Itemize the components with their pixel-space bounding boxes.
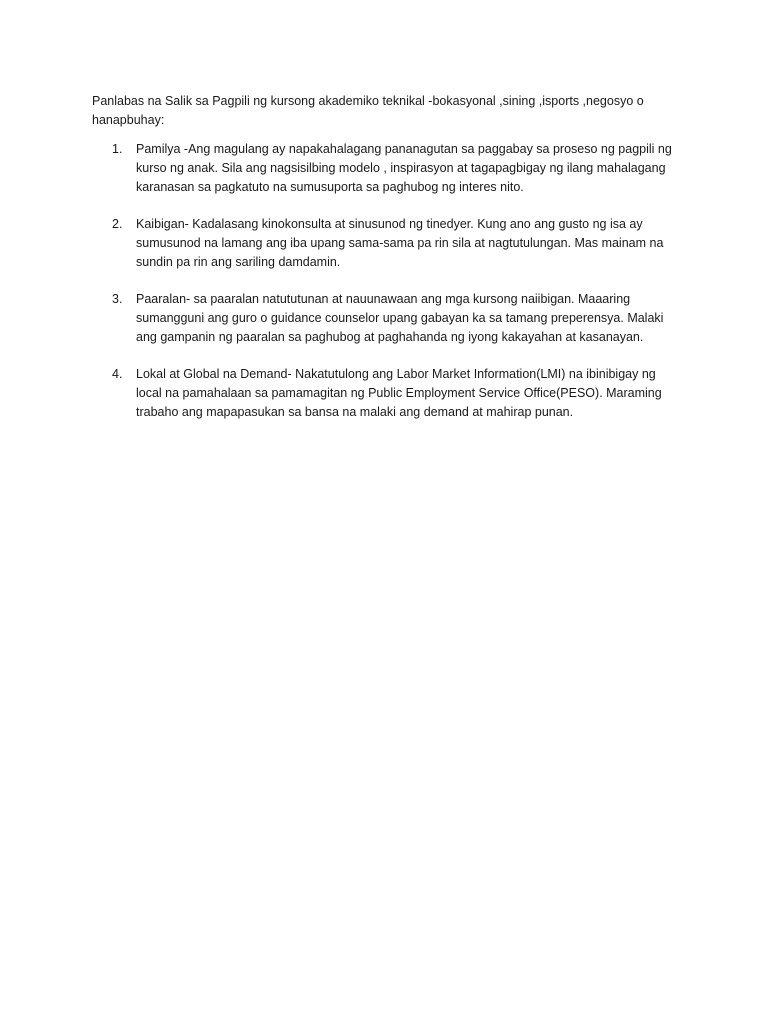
document-page	[92, 92, 682, 440]
list-item-number: 4.	[112, 367, 123, 381]
list-item-text: Pamilya -Ang magulang ay napakahalagang pananagutan sa paggabay sa proseso ng pagpili ng kurso ng anak. Sila ang nagsisilbing modelo , inspirasyon at tagapagbigay ng ilang mahalagang karanasan sa pagkatuto na sumusuporta sa paghubog ng interes nito.	[136, 142, 672, 194]
list-item-number: 2.	[112, 217, 123, 231]
factor-list	[92, 140, 682, 422]
list-item	[92, 215, 682, 272]
list-item-number: 3.	[112, 292, 123, 306]
list-item	[92, 365, 682, 422]
list-item-number: 1.	[112, 142, 123, 156]
document-intro: Panlabas na Salik sa Pagpili ng kursong akademiko teknikal -bokasyonal ,sining ,isports ,negosyo o hanapbuhay:	[92, 94, 644, 127]
list-item	[92, 290, 682, 347]
list-item-text: Kaibigan- Kadalasang kinokonsulta at sinusunod ng tinedyer. Kung ano ang gusto ng isa ay sumusunod na lamang ang iba upang sama-sama pa rin sila at nagtutulungan. Mas mainam na sundin pa rin ang sariling damdamin.	[136, 217, 664, 269]
list-item-text: Paaralan- sa paaralan natututunan at nauunawaan ang mga kursong naiibigan. Maaaring sumangguni ang guro o guidance counselor upang gabayan ka sa tamang preperensya. Malaki ang gampanin ng paaralan sa paghubog at paghahanda ng iyong kakayahan at kasanayan.	[136, 292, 664, 344]
list-item-text: Lokal at Global na Demand- Nakatutulong ang Labor Market Information(LMI) na ibinibigay ng local na pamahalaan sa pamamagitan ng Public Employment Service Office(PESO). Maraming trabaho ang mapapasukan sa bansa na malaki ang demand at mahirap punan.	[136, 367, 662, 419]
list-item	[92, 140, 682, 197]
